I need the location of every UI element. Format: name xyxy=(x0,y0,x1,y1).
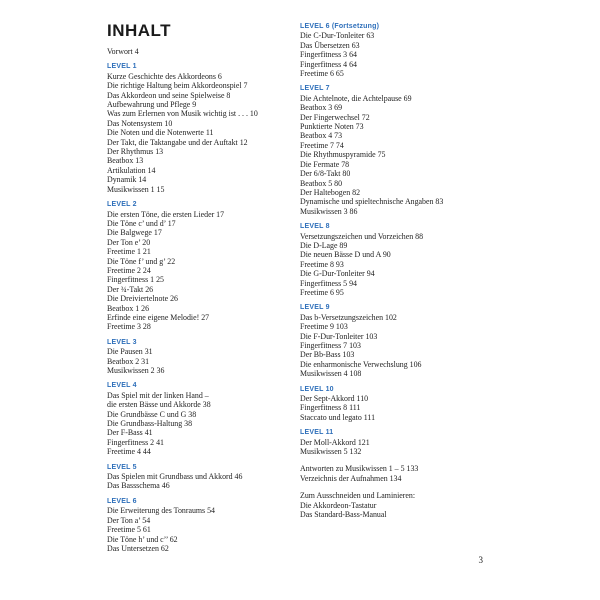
toc-entry: Fingerfitness 2 41 xyxy=(107,437,164,447)
toc-entry: Der Fingerwechsel 72 xyxy=(300,112,370,122)
toc-entry: Freetime 6 95 xyxy=(300,287,344,297)
toc-entry: Fingerfitness 5 94 xyxy=(300,278,357,288)
toc-entry: Die Balgwege 17 xyxy=(107,228,162,238)
toc-entry: Die Erweiterung des Tonraums 54 xyxy=(107,506,215,516)
toc-entry: Die ersten Töne, die ersten Lieder 17 xyxy=(107,209,225,219)
toc-entry: Das Notensystem 10 xyxy=(107,118,173,128)
toc-entry: Freetime 3 28 xyxy=(107,322,151,332)
toc-entry: Die C-Dur-Tonleiter 63 xyxy=(300,31,375,41)
toc-level-heading: LEVEL 11 xyxy=(300,429,334,437)
toc-entry: Freetime 1 21 xyxy=(107,247,151,257)
toc-entry: Der Rhythmus 13 xyxy=(107,147,164,157)
toc-entry: Fingerfitness 8 111 xyxy=(300,403,361,413)
toc-entry: Die Töne c’ und d’ 17 xyxy=(107,218,176,228)
toc-entry: Dynamische und spieltechnische Angaben 83 xyxy=(300,197,444,207)
toc-entry: Das Standard-Bass-Manual xyxy=(300,510,387,520)
toc-entry: Musikwissen 5 132 xyxy=(300,447,362,457)
toc-entry: Die Töne h’ und c’’ 62 xyxy=(107,534,178,544)
toc-entry: Der Moll-Akkord 121 xyxy=(300,437,370,447)
toc-entry: Fingerfitness 7 103 xyxy=(300,341,361,350)
toc-entry: Freetime 9 103 xyxy=(300,322,348,332)
page-title: INHALT xyxy=(107,21,172,40)
toc-entry: Die F-Dur-Tonleiter 103 xyxy=(300,331,378,341)
page-number: 3 xyxy=(478,555,483,565)
toc-entry: Der Ton a’ 54 xyxy=(107,515,151,525)
toc-entry: Die Rhythmuspyramide 75 xyxy=(300,150,386,160)
toc-level-heading: LEVEL 7 xyxy=(300,85,330,93)
toc-level-heading: LEVEL 3 xyxy=(107,338,137,346)
toc-entry: Die Pausen 31 xyxy=(107,347,153,357)
toc-entry: Staccato und legato 111 xyxy=(300,412,376,422)
toc-entry: Musikwissen 1 15 xyxy=(107,184,165,194)
toc-entry: Beatbox 1 26 xyxy=(107,303,150,313)
toc-level-heading: LEVEL 6 xyxy=(107,497,137,505)
toc-entry: Beatbox 2 31 xyxy=(107,356,150,366)
toc-entry: Musikwissen 4 108 xyxy=(300,369,362,379)
toc-entry: Das Übersetzen 63 xyxy=(300,40,360,50)
toc-entry: Das Untersetzen 62 xyxy=(107,543,169,553)
toc-entry: Fingerfitness 3 64 xyxy=(300,50,357,60)
toc-entry: Das Bassschema 46 xyxy=(107,481,170,491)
toc-entry: Das Spielen mit Grundbass und Akkord 46 xyxy=(107,472,243,482)
toc-entry: Freetime 4 44 xyxy=(107,447,151,457)
toc-entry: Freetime 7 74 xyxy=(300,140,344,150)
toc-entry: Antworten zu Musikwissen 1 – 5 133 xyxy=(300,464,419,474)
toc-entry: Die Fermate 78 xyxy=(300,159,350,169)
toc-entry: Zum Ausschneiden und Laminieren: xyxy=(300,491,416,501)
toc-entry: Freetime 5 61 xyxy=(107,525,151,535)
toc-entry: Freetime 2 24 xyxy=(107,265,151,275)
toc-level-heading: LEVEL 4 xyxy=(107,382,137,390)
toc-entry: Der Ton e’ 20 xyxy=(107,237,151,247)
toc-entry: Das b-Versetzungszeichen 102 xyxy=(300,312,397,322)
toc-entry: Die neuen Bässe D und A 90 xyxy=(300,250,391,260)
toc-entry: Die Grundbass-Haltung 38 xyxy=(107,419,193,429)
toc-entry: Der 6/8-Takt 80 xyxy=(300,169,351,179)
toc-entry: Artikulation 14 xyxy=(107,165,156,175)
toc-entry: Fingerfitness 1 25 xyxy=(107,275,164,285)
toc-list-right xyxy=(300,22,510,520)
toc-entry: Der Takt, die Taktangabe und der Auftakt 12 xyxy=(107,137,248,147)
toc-entry: Fingerfitness 4 64 xyxy=(300,59,357,69)
toc-entry: die ersten Bässe und Akkorde 38 xyxy=(107,400,211,410)
toc-spacer xyxy=(300,483,510,491)
toc-level-heading: LEVEL 8 xyxy=(300,223,330,231)
toc-entry: Beatbox 13 xyxy=(107,156,144,166)
toc-entry: Beatbox 4 73 xyxy=(300,131,343,141)
toc-entry: Musikwissen 2 36 xyxy=(107,366,165,375)
toc-level-heading: LEVEL 1 xyxy=(107,63,137,71)
toc-entry: Die Töne f’ und g’ 22 xyxy=(107,256,176,266)
toc-list-left xyxy=(107,47,285,553)
toc-entry: Punktierte Noten 73 xyxy=(300,122,364,132)
toc-spacer xyxy=(300,456,510,464)
toc-entry: Die D-Lage 89 xyxy=(300,240,348,250)
toc-entry: Kurze Geschichte des Akkordeons 6 xyxy=(107,71,222,81)
toc-entry: Was zum Erlernen von Musik wichtig ist . . . 10 xyxy=(107,109,258,119)
toc-entry: Der ¾-Takt 26 xyxy=(107,284,154,294)
toc-entry: Der Sept-Akkord 110 xyxy=(300,394,369,404)
toc-entry: Die G-Dur-Tonleiter 94 xyxy=(300,269,375,279)
toc-entry: Beatbox 5 80 xyxy=(300,178,343,188)
toc-entry: Beatbox 3 69 xyxy=(300,103,343,113)
toc-entry: Das Spiel mit der linken Hand – xyxy=(107,390,209,400)
toc-entry: Die Achtelnote, die Achtelpause 69 xyxy=(300,93,412,103)
toc-entry: Die Dreiviertelnote 26 xyxy=(107,294,178,304)
toc-level-heading: LEVEL 2 xyxy=(107,201,137,209)
toc-entry: Der Haltebogen 82 xyxy=(300,187,361,197)
toc-level-heading: LEVEL 10 xyxy=(300,385,334,393)
toc-entry: Dynamik 14 xyxy=(107,175,147,185)
toc-entry: Musikwissen 3 86 xyxy=(300,206,358,216)
toc-entry: Der F-Bass 41 xyxy=(107,428,153,438)
toc-entry: Die richtige Haltung beim Akkordeonspiel 7 xyxy=(107,81,248,91)
toc-level-heading: LEVEL 5 xyxy=(107,463,137,471)
toc-entry: Erfinde eine eigene Melodie! 27 xyxy=(107,312,210,322)
toc-entry: Verzeichnis der Aufnahmen 134 xyxy=(300,473,402,483)
toc-entry: Aufbewahrung und Pflege 9 xyxy=(107,100,197,110)
toc-entry: Freetime 8 93 xyxy=(300,259,344,269)
toc-entry: Die enharmonische Verwechslung 106 xyxy=(300,359,422,369)
toc-level-heading: LEVEL 9 xyxy=(300,304,330,312)
toc-entry: Die Grundbässe C und G 38 xyxy=(107,409,197,419)
toc-entry: Vorwort 4 xyxy=(107,47,139,56)
toc-entry: Versetzungszeichen und Vorzeichen 88 xyxy=(300,231,424,241)
toc-entry: Freetime 6 65 xyxy=(300,69,344,79)
toc-entry: Der Bb-Bass 103 xyxy=(300,350,355,360)
toc-entry: Das Akkordeon und seine Spielweise 8 xyxy=(107,90,231,100)
toc-entry: Die Akkordeon-Tastatur xyxy=(300,500,377,510)
toc-entry: Die Noten und die Notenwerte 11 xyxy=(107,128,214,138)
toc-level-heading: LEVEL 6 (Fortsetzung) xyxy=(300,23,380,30)
